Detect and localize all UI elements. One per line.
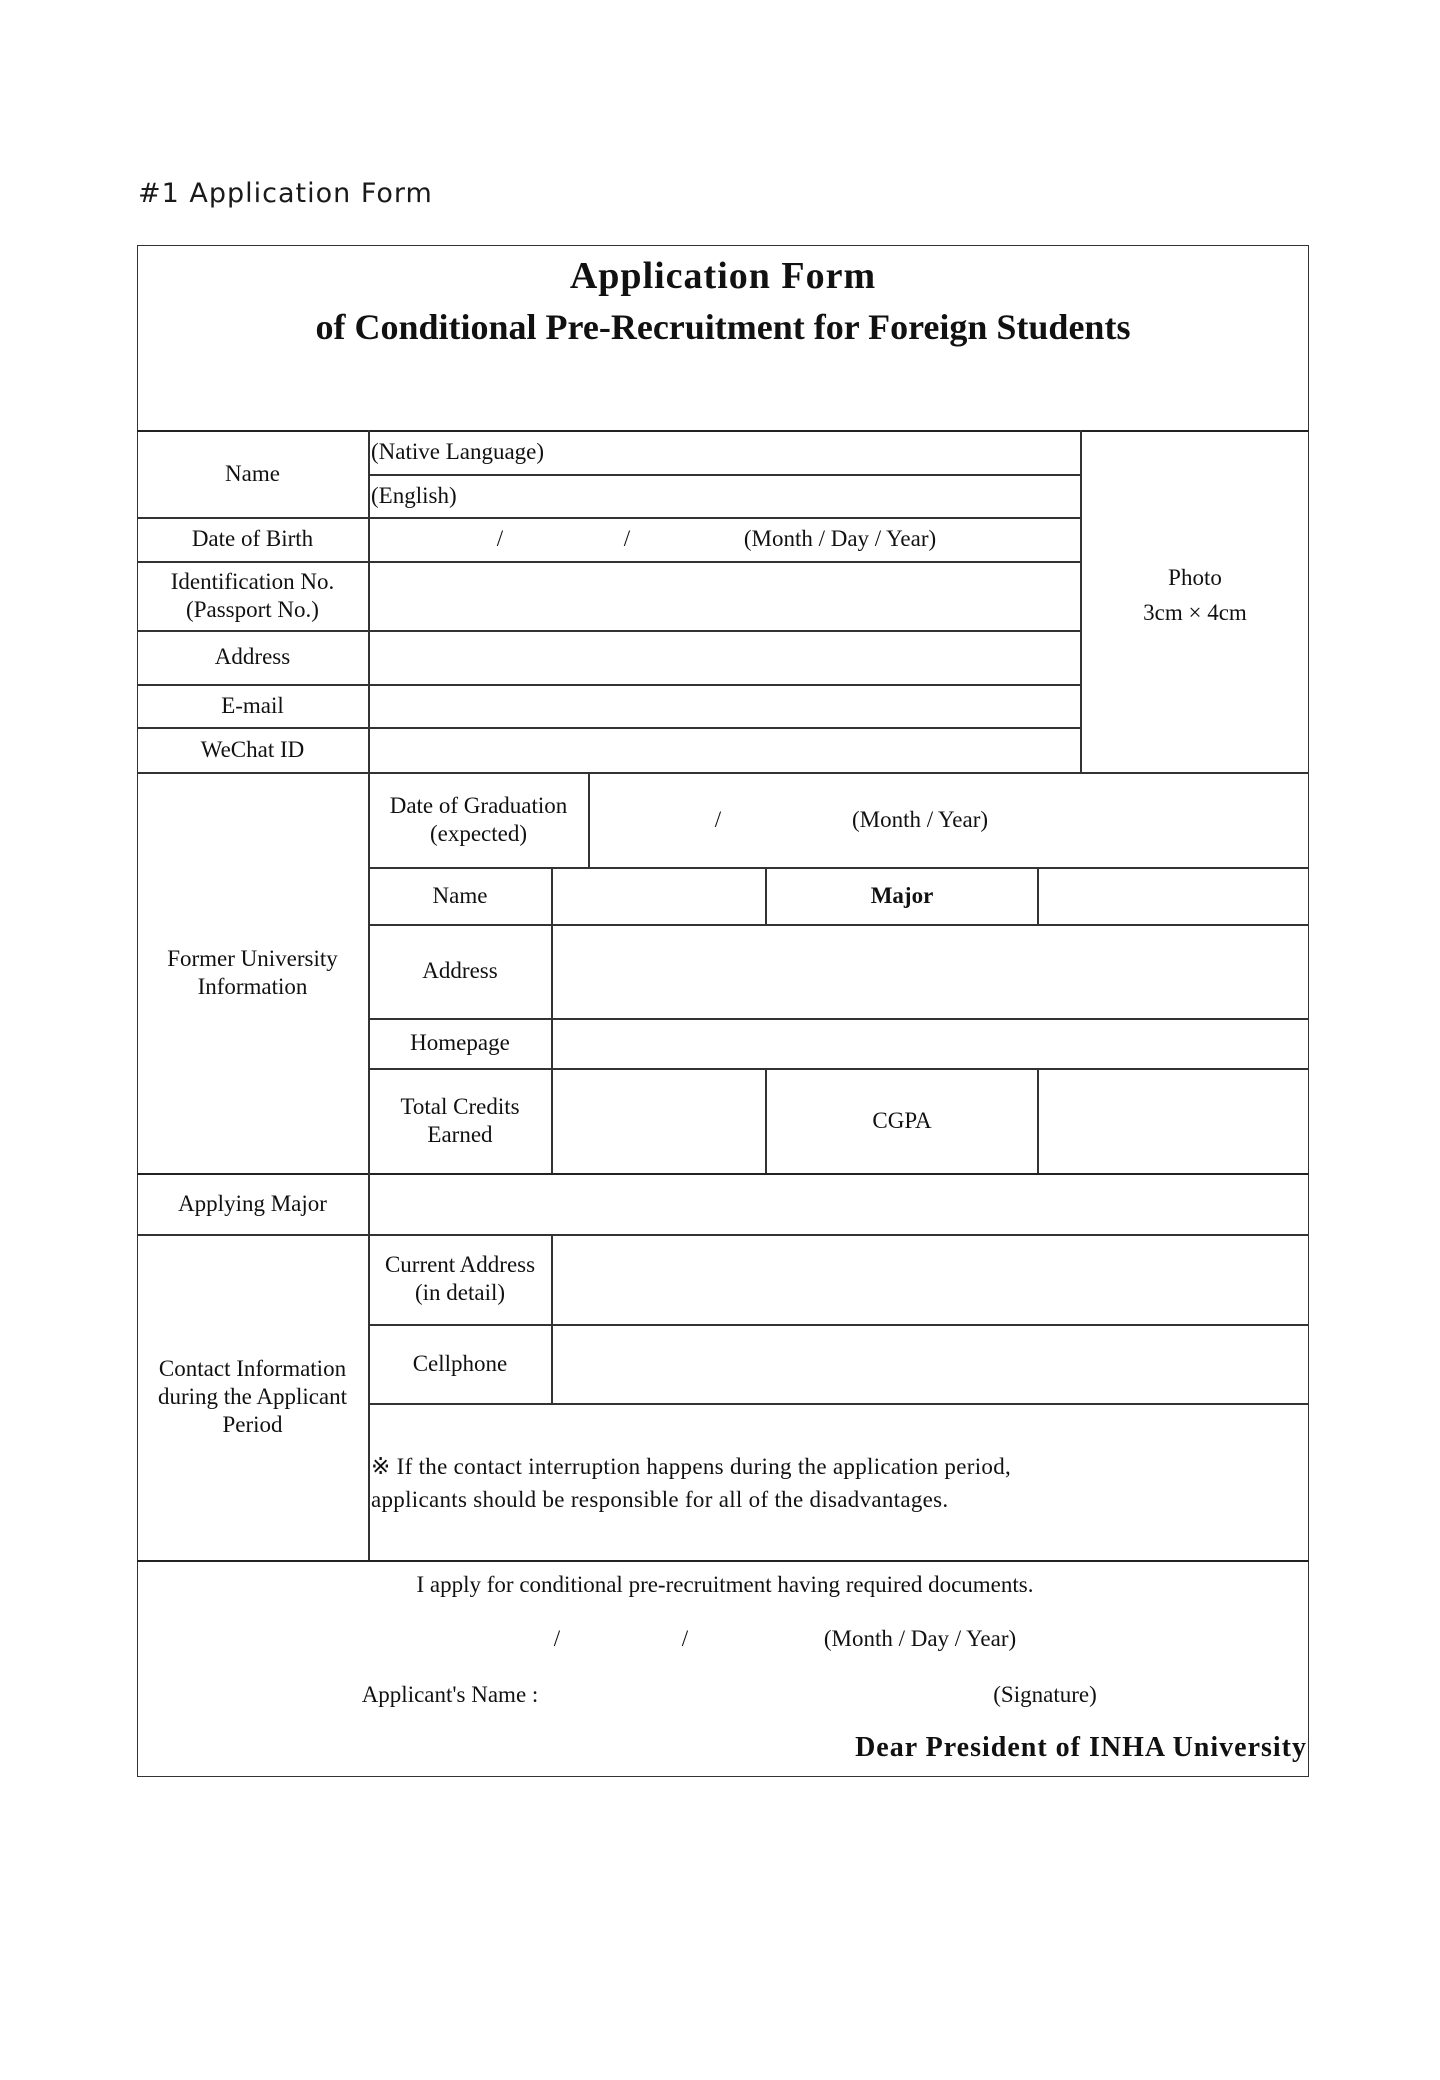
dob-format-hint: (Month / Day / Year) (743, 526, 937, 551)
dob-separator: / (496, 526, 504, 551)
identification-label-line2: (Passport No.) (186, 596, 319, 622)
former-university-label-line1: Former University (167, 945, 338, 971)
graduation-date-label-line2: (expected) (429, 820, 528, 846)
contact-notice-line2: applicants should be responsible for all of the disadvantages. (371, 1487, 949, 1512)
photo-size: 3cm × 4cm (1143, 600, 1247, 625)
applying-major-label: Applying Major (178, 1191, 327, 1216)
homepage-label: Homepage (410, 1030, 510, 1055)
identification-label (137, 561, 368, 630)
contact-info-label-line2: during the Applicant (157, 1384, 348, 1409)
cellphone-field[interactable] (553, 1324, 1308, 1403)
current-address-field[interactable] (553, 1234, 1308, 1324)
cgpa-label: CGPA (872, 1107, 932, 1133)
email-field[interactable] (369, 684, 1080, 727)
former-university-label (137, 772, 368, 1173)
identification-label-line1: Identification No. (170, 568, 335, 594)
cgpa-field[interactable] (1039, 1068, 1308, 1173)
current-address-label-line2: (in detail) (414, 1280, 506, 1305)
graduation-format-hint: (Month / Year) (851, 806, 989, 832)
email-label: E-mail (221, 692, 284, 718)
wechat-label: WeChat ID (200, 736, 305, 762)
former-university-label-line2: Information (197, 973, 308, 999)
column-divider (588, 772, 590, 867)
contact-info-label-line1: Contact Information (158, 1356, 347, 1381)
university-address-label: Address (422, 958, 498, 983)
name-label: Name (225, 460, 280, 486)
major-label: Major (870, 882, 934, 908)
signature-label: (Signature) (993, 1682, 1097, 1707)
applicant-name-field[interactable] (552, 1678, 972, 1712)
address-label: Address (214, 644, 291, 669)
declaration-date-separator: / (681, 1626, 689, 1651)
dob-separator: / (623, 526, 631, 551)
contact-notice (371, 1450, 1091, 1516)
current-address-label (369, 1234, 551, 1324)
university-address-field[interactable] (553, 924, 1308, 1018)
total-credits-label-line1: Total Credits (400, 1093, 520, 1119)
contact-notice-line1: ※ If the contact interruption happens during the application period, (371, 1454, 1012, 1479)
photo-label: Photo (1168, 565, 1222, 590)
row-divider (369, 1403, 1309, 1405)
closing-salutation: Dear President of INHA University (855, 1732, 1307, 1763)
native-language-field[interactable]: (Native Language) (371, 439, 545, 464)
graduation-date-label (369, 772, 588, 867)
cellphone-label: Cellphone (412, 1350, 508, 1376)
applying-major-field[interactable] (369, 1174, 1308, 1234)
graduation-separator: / (714, 806, 722, 832)
declaration-statement: I apply for conditional pre-recruitment having required documents. (416, 1572, 1034, 1597)
contact-info-label-line3: Period (222, 1412, 283, 1437)
form-subtitle: of Conditional Pre-Recruitment for Foreign Students (315, 307, 1131, 347)
section-divider (137, 1560, 1309, 1562)
declaration-date-separator: / (553, 1626, 561, 1651)
identification-field[interactable] (369, 561, 1080, 630)
total-credits-label-line2: Earned (427, 1121, 493, 1147)
graduation-date-label-line1: Date of Graduation (389, 792, 568, 818)
english-name-field[interactable]: (English) (371, 482, 457, 508)
address-field[interactable] (369, 630, 1080, 684)
wechat-field[interactable] (369, 727, 1080, 772)
university-name-label: Name (432, 882, 488, 908)
homepage-field[interactable] (553, 1018, 1308, 1068)
total-credits-field[interactable] (553, 1068, 765, 1173)
form-title: Application Form (569, 255, 877, 297)
photo-placeholder[interactable] (1082, 560, 1308, 630)
total-credits-label (369, 1068, 551, 1173)
current-address-label-line1: Current Address (384, 1252, 536, 1277)
major-field[interactable] (1039, 867, 1308, 924)
applicant-name-label: Applicant's Name : (361, 1682, 539, 1707)
page-heading: #1 Application Form (138, 178, 433, 209)
declaration-date-format: (Month / Day / Year) (823, 1626, 1017, 1651)
contact-info-label (137, 1234, 368, 1560)
university-name-field[interactable] (553, 867, 765, 924)
date-of-birth-label: Date of Birth (191, 526, 314, 551)
